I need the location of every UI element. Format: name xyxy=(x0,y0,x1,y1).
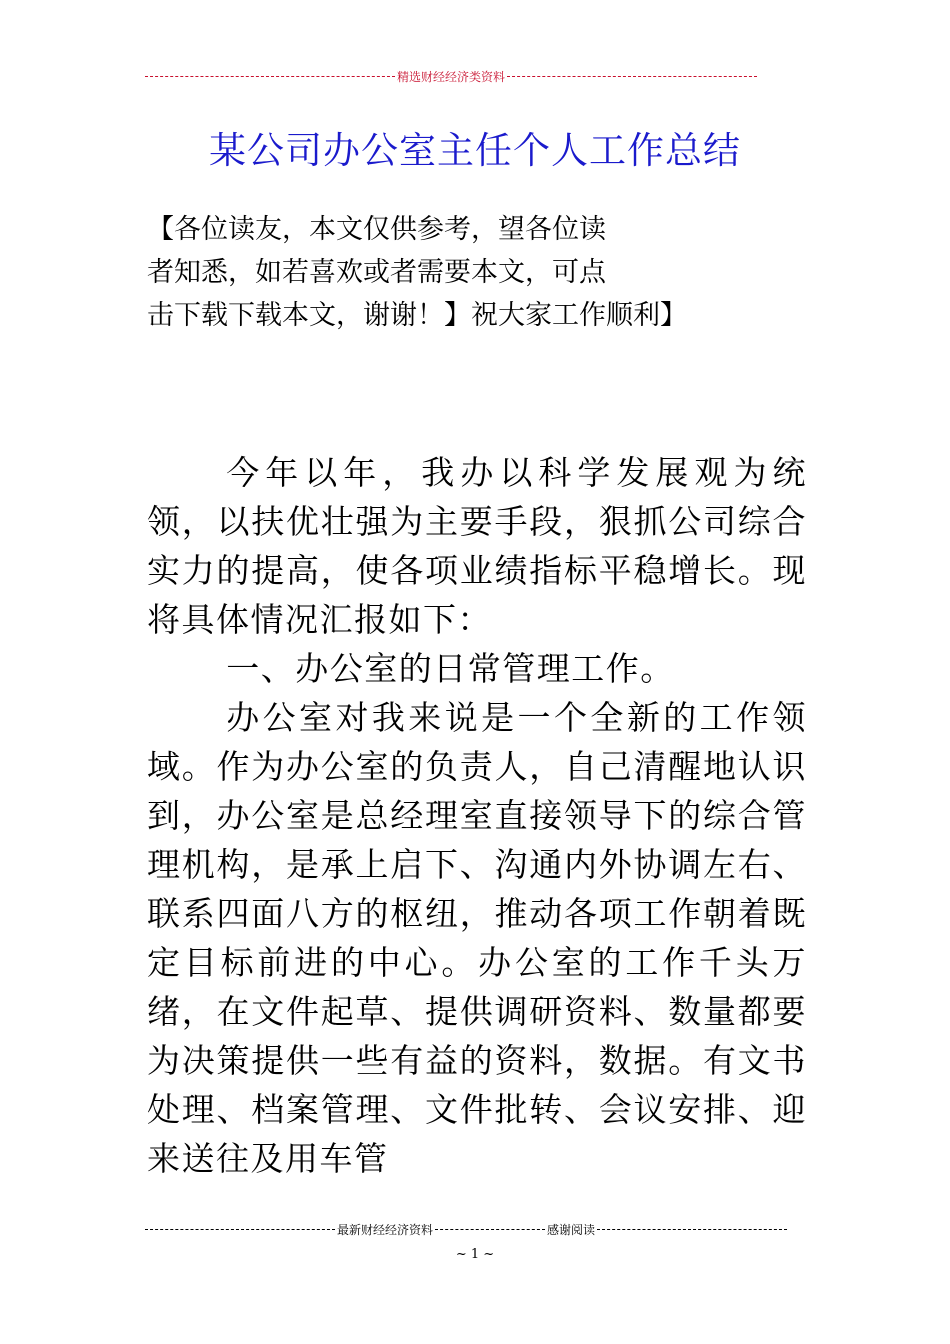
section-heading: 一、办公室的日常管理工作。 xyxy=(226,649,675,688)
body-paragraph: 办公室对我来说是一个全新的工作领域。作为办公室的负责人，自己清醒地认识到，办公室是总经理室直接领导下的综合管理机构，是承上启下、沟通内外协调左右、联系四面八方的枢纽，推动各项工作朝着既定目标前进的中心。办公室的工作千头万绪，在文件起草、提供调研资料、数量都要为决策提供一些有益的资料，数据。有文书处理、档案管理、文件批转、会议安排、迎来送往及用车管 xyxy=(147,698,807,1178)
footer-divider-left xyxy=(145,1229,335,1230)
notice-line: 击下载下载本文，谢谢！】祝大家工作顺利】 xyxy=(147,300,687,331)
header-divider-left xyxy=(145,76,395,77)
notice-line: 者知悉，如若喜欢或者需要本文，可点 xyxy=(147,257,606,288)
footer-left-label: 最新财经经济资料 xyxy=(336,1222,433,1237)
notice-line: 【各位读友，本文仅供参考，望各位读 xyxy=(147,214,606,245)
document-title: 某公司办公室主任个人工作总结 xyxy=(209,129,741,172)
footer-divider-middle xyxy=(435,1229,545,1230)
page-number: ~ 1 ~ xyxy=(455,1247,495,1262)
header-divider-right xyxy=(507,76,757,77)
body-paragraph: 今年以年，我办以科学发展观为统领，以扶优壮强为主要手段，狠抓公司综合实力的提高，使各项业绩指标平稳增长。现将具体情况汇报如下： xyxy=(147,453,807,639)
footer-divider-right xyxy=(597,1229,787,1230)
document-body xyxy=(147,448,807,1183)
page-footer xyxy=(145,1219,787,1239)
header-label: 精选财经经济类资料 xyxy=(397,69,506,84)
reader-notice xyxy=(147,208,787,337)
footer-right-label: 感谢阅读 xyxy=(547,1222,596,1237)
page-header xyxy=(145,66,757,86)
